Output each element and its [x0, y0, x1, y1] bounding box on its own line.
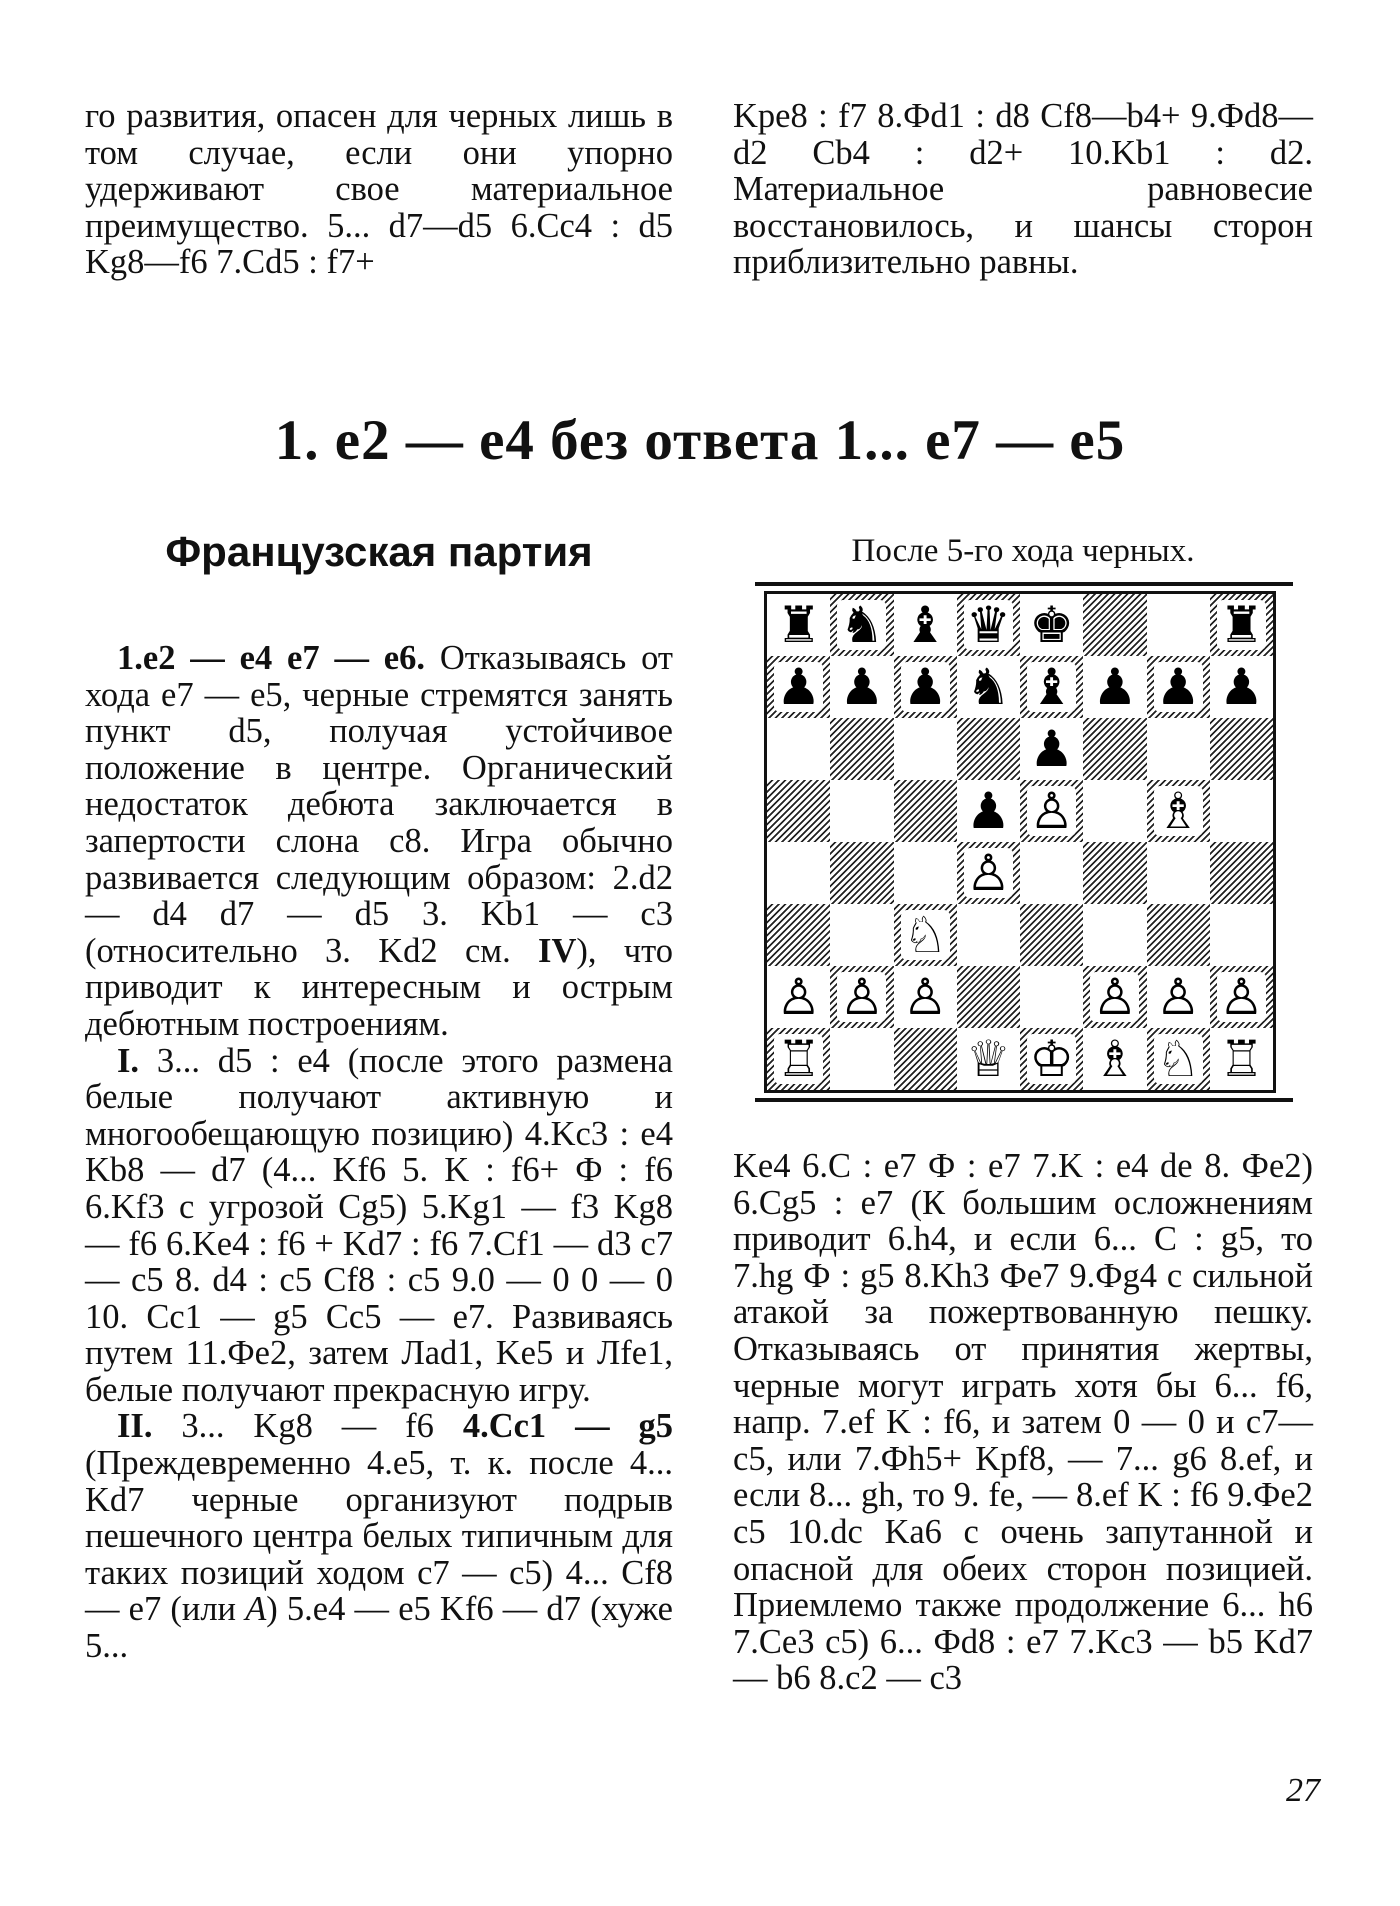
- black-pawn-icon: ♟: [965, 782, 1011, 840]
- board-square: [957, 780, 1020, 842]
- white-pawn-icon: ♙: [776, 968, 822, 1026]
- opening-paragraph: [85, 640, 673, 1043]
- black-pawn-icon: ♟: [1092, 658, 1138, 716]
- black-bishop-icon: ♝: [902, 596, 948, 654]
- board-square: [894, 904, 957, 966]
- board-square: [1210, 780, 1273, 842]
- black-king-icon: ♚: [1029, 596, 1075, 654]
- top-left-paragraph: [85, 98, 673, 281]
- chapter-heading: 1. e2 — e4 без ответа 1... e7 — e5: [274, 409, 1126, 472]
- opening-text: Отказываясь от хода e7 — e5, черные стремятся занять пункт d5, получая устойчивое положение в центре. Органический недостаток дебюта заключается в запертости слона c8. Игра обычно развивается следующим образом: 2.d2 — d4 d7 — d5 3. Kb1 — c3 (относительно 3. Kd2 см.: [85, 639, 673, 970]
- board-square: [1020, 718, 1083, 780]
- black-pawn-icon: ♟: [839, 658, 885, 716]
- board-square: [1020, 780, 1083, 842]
- board-square: [1147, 842, 1210, 904]
- board-square: [1210, 904, 1273, 966]
- right-column: [733, 1148, 1313, 1697]
- black-pawn-icon: ♟: [1155, 658, 1201, 716]
- white-pawn-icon: ♙: [965, 844, 1011, 902]
- board-square: [1083, 1028, 1146, 1090]
- top-right-paragraph: [733, 98, 1313, 281]
- opening-moves: 1.e2 — e4 e7 — e6.: [117, 639, 425, 677]
- black-pawn-icon: ♟: [1218, 658, 1264, 716]
- board-square: [894, 842, 957, 904]
- opening-text-end: ), что приводит к интересным и острым дебютным построениям.: [85, 931, 673, 1043]
- board-square: [1210, 718, 1273, 780]
- section-title: Французская партия: [165, 528, 593, 575]
- variation-two-text-c: ) 5.e4 — e5 Kf6 — d7 (хуже 5...: [85, 1590, 673, 1666]
- variation-one-text: 3... d5 : e4 (после этого размена белые получают активную и многообещающую позицию) 4.Kc3 : e4 Kb8 — d7 (4... Kf6 5. K : f6+ Ф : f6 6.Kf3 с угрозой Cg5) 5.Kg1 — f3 Kg8 — f6 6.Ke4 : f6 + Kd7 : f6 7.Cf1 — d3 c7 — c5 8. d4 : c5 Cf8 : c5 9.0 — 0 0 — 0 10. Cc1 — g5 Cc5 — e7. Развиваясь путем 11.Фe2, затем Лad1, Ke5 и Лfe1, белые получают прекрасную игру.: [85, 1041, 673, 1409]
- black-knight-icon: ♞: [839, 596, 885, 654]
- board-square: [767, 1028, 830, 1090]
- board-square: [830, 718, 893, 780]
- board-square: [957, 842, 1020, 904]
- board-square: [830, 594, 893, 656]
- board-square: [767, 966, 830, 1028]
- board-square: [767, 594, 830, 656]
- white-pawn-icon: ♙: [839, 968, 885, 1026]
- board-square: [957, 656, 1020, 718]
- left-column: [85, 640, 673, 1665]
- board-square: [894, 718, 957, 780]
- black-queen-icon: ♛: [965, 596, 1011, 654]
- board-square: [957, 966, 1020, 1028]
- board-square: [830, 656, 893, 718]
- board-square: [1083, 594, 1146, 656]
- board-square: [957, 718, 1020, 780]
- chapter-reference: IV: [538, 931, 577, 970]
- board-square: [767, 842, 830, 904]
- board-square: [830, 1028, 893, 1090]
- board-square: [894, 780, 957, 842]
- board-square: [830, 966, 893, 1028]
- board-square: [767, 904, 830, 966]
- diagram-top-rule: [755, 582, 1293, 586]
- variation-two-paragraph: [85, 1408, 673, 1664]
- variation-two-label: II.: [117, 1407, 153, 1446]
- black-pawn-icon: ♟: [776, 658, 822, 716]
- black-knight-icon: ♞: [965, 658, 1011, 716]
- board-square: [1210, 966, 1273, 1028]
- board-square: [1147, 966, 1210, 1028]
- chess-diagram: [755, 582, 1293, 1102]
- board-square: [1083, 966, 1146, 1028]
- chess-board: [764, 591, 1276, 1093]
- board-square: [1020, 842, 1083, 904]
- board-square: [957, 1028, 1020, 1090]
- board-square: [894, 966, 957, 1028]
- variation-one-paragraph: [85, 1043, 673, 1409]
- board-square: [1147, 904, 1210, 966]
- board-square: [894, 594, 957, 656]
- diagram-bottom-rule: [755, 1098, 1293, 1102]
- white-rook-icon: ♖: [776, 1030, 822, 1088]
- variation-letter: A: [245, 1590, 267, 1629]
- white-bishop-icon: ♗: [1155, 782, 1201, 840]
- board-square: [1210, 842, 1273, 904]
- black-pawn-icon: ♟: [902, 658, 948, 716]
- board-square: [1147, 594, 1210, 656]
- board-square: [1210, 594, 1273, 656]
- white-bishop-icon: ♗: [1092, 1030, 1138, 1088]
- board-square: [1147, 780, 1210, 842]
- variation-two-text-b: (Преждевременно 4.e5, т. к. после 4... Kd7 черные организуют подрыв пешечного центра белых типичным для таких позиций ходом c7 — c5) 4... Cf8 — e7 (или: [85, 1444, 673, 1629]
- white-knight-icon: ♘: [1155, 1030, 1201, 1088]
- board-square: [957, 904, 1020, 966]
- white-pawn-icon: ♙: [1218, 968, 1264, 1026]
- top-right-text: Kpe8 : f7 8.Фd1 : d8 Cf8—b4+ 9.Фd8—d2 Cb4 : d2+ 10.Kb1 : d2. Материальное равновесие восстановилось, и шансы сторон приблизительно равны.: [733, 97, 1313, 282]
- right-column-text: Ke4 6.C : e7 Ф : e7 7.K : e4 de 8. Фe2) 6.Cg5 : e7 (К большим осложнениям приводит 6.h4, и если 6... C : g5, то 7.hg Ф : g5 8.Kh3 Фe7 9.Фg4 с сильной атакой за пожертвованную пешку. Отказываясь от принятия жертвы, черные могут играть хотя бы 6... f6, напр. 7.ef K : f6, и затем 0 — 0 и c7—c5, или 7.Фh5+ Kpf8, — 7... g6 8.ef, и если 8... gh, то 9. fe, — 8.ef K : f6 9.Фe2 c5 10.dc Ka6 с очень запутанной и опасной для обеих сторон позицией. Приемлемо также продолжение 6... h6 7.Ce3 c5) 6... Фd8 : e7 7.Kc3 — b5 Kd7 — b6 8.c2 — c3: [733, 1147, 1313, 1698]
- board-square: [767, 656, 830, 718]
- board-square: [1020, 904, 1083, 966]
- black-pawn-icon: ♟: [1029, 720, 1075, 778]
- top-left-text: го развития, опасен для черных лишь в том случае, если они упорно удерживают свое материальное преимущество. 5... d7—d5 6.Cc4 : d5 Kg8—f6 7.Cd5 : f7+: [85, 97, 673, 282]
- white-queen-icon: ♕: [965, 1030, 1011, 1088]
- white-knight-icon: ♘: [902, 906, 948, 964]
- board-square: [1020, 594, 1083, 656]
- board-square: [1083, 842, 1146, 904]
- board-square: [1083, 780, 1146, 842]
- board-square: [830, 842, 893, 904]
- board-square: [1083, 718, 1146, 780]
- variation-two-text: 3... Kg8 — f6: [152, 1407, 463, 1446]
- white-pawn-icon: ♙: [1155, 968, 1201, 1026]
- white-pawn-icon: ♙: [902, 968, 948, 1026]
- board-square: [1210, 656, 1273, 718]
- white-king-icon: ♔: [1029, 1030, 1075, 1088]
- page-number: 27: [1286, 1772, 1320, 1809]
- variation-two-move: 4.Cc1 — g5: [462, 1407, 674, 1446]
- white-pawn-icon: ♙: [1092, 968, 1138, 1026]
- board-square: [1020, 966, 1083, 1028]
- white-rook-icon: ♖: [1218, 1030, 1264, 1088]
- board-square: [767, 718, 830, 780]
- board-square: [894, 1028, 957, 1090]
- board-square: [1147, 1028, 1210, 1090]
- board-square: [1020, 1028, 1083, 1090]
- board-square: [767, 780, 830, 842]
- white-pawn-icon: ♙: [1029, 782, 1075, 840]
- diagram-caption: После 5-го хода черных.: [851, 533, 1195, 569]
- board-square: [1210, 1028, 1273, 1090]
- board-square: [957, 594, 1020, 656]
- black-rook-icon: ♜: [1218, 596, 1264, 654]
- black-bishop-icon: ♝: [1029, 658, 1075, 716]
- variation-one-label: I.: [117, 1041, 140, 1080]
- board-square: [830, 904, 893, 966]
- board-square: [830, 780, 893, 842]
- board-square: [1083, 904, 1146, 966]
- board-square: [1020, 656, 1083, 718]
- board-square: [894, 656, 957, 718]
- board-square: [1147, 718, 1210, 780]
- board-square: [1083, 656, 1146, 718]
- black-rook-icon: ♜: [776, 596, 822, 654]
- board-square: [1147, 656, 1210, 718]
